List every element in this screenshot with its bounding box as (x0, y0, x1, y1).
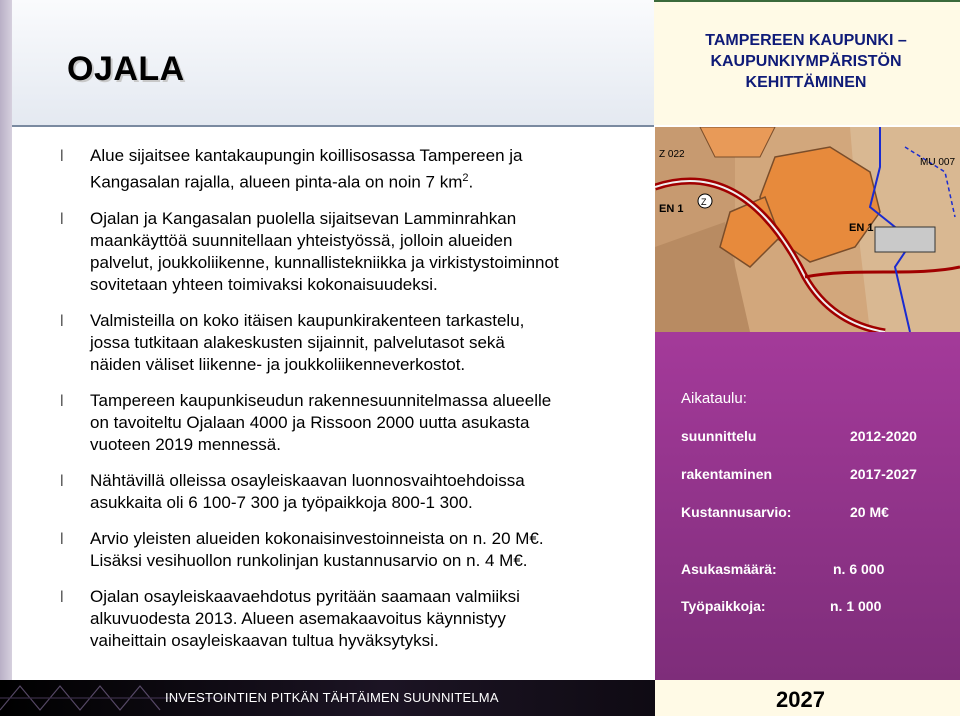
bullet-line: Valmisteilla on koko itäisen kaupunkirakenteen tarkastelu, (90, 310, 525, 330)
jobs-label: Työpaikkoja: (681, 598, 766, 614)
bullet-marker: l (60, 392, 64, 410)
map-label-en1-left: EN 1 (659, 203, 684, 215)
bullet-line: Ojalan ja Kangasalan puolella sijaitsevan Lamminrahkan (90, 208, 517, 228)
residents-value: n. 6 000 (833, 561, 885, 577)
superscript: 2 (462, 172, 469, 184)
map-label-z: Z (701, 197, 707, 207)
bullet-line: asukkaita oli 6 100-7 300 ja työpaikkoja 800-1 300. (90, 492, 473, 512)
bullet-marker: l (60, 148, 64, 165)
organization-title-line-1: TAMPEREEN KAUPUNKI – (705, 32, 907, 49)
bullet-line: alkuvuodesta 2013. Alueen asemakaavoitus käynnistyy (90, 608, 506, 628)
bullet-marker: l (60, 312, 64, 330)
footer-program-name: INVESTOINTIEN PITKÄN TÄHTÄIMEN SUUNNITELMA (165, 690, 499, 705)
bullet-line: Ojalan osayleiskaavaehdotus pyritään saamaan valmiiksi (90, 586, 520, 606)
cost-value: 20 M€ (850, 504, 889, 520)
construction-label: rakentaminen (681, 466, 773, 482)
bullet-item-investments (60, 528, 640, 572)
bullet-item-draft-options (60, 470, 640, 514)
bullet-line: näiden väliset liikenne- ja joukkoliikenneverkostot. (90, 354, 466, 374)
organization-title (660, 30, 952, 93)
page-title: OJALA (67, 50, 185, 88)
jobs-value: n. 1 000 (830, 598, 882, 614)
bullet-line: Lisäksi vesihuollon runkolinjan kustannusarvio on n. 4 M€. (90, 550, 528, 570)
bullet-line: jossa tutkitaan alakeskusten sijainnit, palvelutasot sekä (90, 332, 505, 352)
schedule-label: Aikataulu: (681, 390, 747, 407)
bullet-line: Tampereen kaupunkiseudun rakennesuunnitelmassa alueelle (90, 390, 552, 410)
cost-label: Kustannusarvio: (681, 504, 792, 520)
bullet-line: Alue sijaitsee kantakaupungin koillisosassa Tampereen ja (90, 146, 523, 165)
bullet-item-location (60, 145, 640, 194)
left-decorative-stripe (0, 0, 12, 716)
area-map (655, 127, 960, 332)
bullet-list (60, 145, 640, 666)
header-title-box-border (654, 0, 960, 2)
header-divider (12, 125, 654, 127)
map-label-mu: MU 007 (920, 157, 956, 168)
bullet-item-cooperation (60, 208, 640, 296)
bullet-line (90, 167, 640, 194)
bullet-line-text: Kangasalan rajalla, alueen pinta-ala on noin 7 km (90, 172, 463, 192)
bullet-line: vuoteen 2019 mennessä. (90, 434, 281, 454)
bullet-item-review (60, 310, 640, 376)
bullet-line: palvelut, joukkoliikenne, kunnallistekniikka ja virkistystoiminnot (90, 252, 559, 272)
bullet-item-structure-plan (60, 390, 640, 456)
area-map-drawing (655, 127, 960, 332)
bullet-marker: l (60, 588, 64, 606)
bullet-line: Arvio yleisten alueiden kokonaisinvestoinneista on n. 20 M€. (90, 528, 544, 548)
footer-year: 2027 (776, 687, 825, 712)
planning-label: suunnittelu (681, 428, 757, 444)
bullet-marker: l (60, 472, 64, 490)
organization-title-line-2: KAUPUNKIYMPÄRISTÖN (710, 53, 902, 70)
map-label-box (875, 227, 935, 252)
bullet-marker: l (60, 210, 64, 228)
map-label-en1-right: EN 1 (849, 222, 874, 234)
bullet-line: sovitetaan yhteen toimivaksi kokonaisuudeksi. (90, 274, 438, 294)
organization-title-line-3: KEHITTÄMINEN (745, 74, 867, 91)
bullet-line: vaiheittain osayleiskaavan tultua hyväksytyksi. (90, 630, 439, 650)
planning-value: 2012-2020 (850, 428, 917, 444)
bullet-line-end: . (468, 172, 474, 192)
bullet-line: Nähtävillä olleissa osayleiskaavan luonnosvaihtoehdoissa (90, 470, 525, 490)
residents-label: Asukasmäärä: (681, 561, 777, 577)
bullet-item-schedule (60, 586, 640, 652)
map-label-z022: Z 022 (659, 149, 685, 160)
bullet-line: maankäyttöä suunnitellaan yhteistyössä, jolloin alueiden (90, 230, 513, 250)
bullet-marker: l (60, 530, 64, 548)
bullet-line: on tavoiteltu Ojalaan 4000 ja Rissoon 2000 uutta asukasta (90, 412, 530, 432)
construction-value: 2017-2027 (850, 466, 917, 482)
